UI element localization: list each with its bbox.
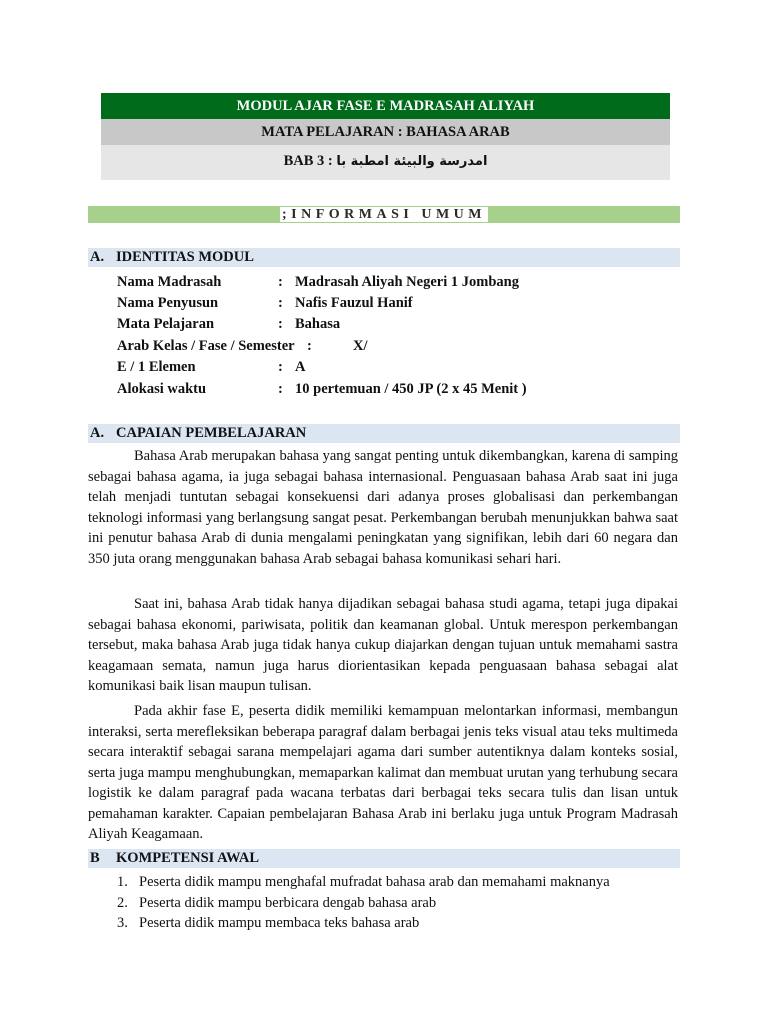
- identity-label: Arab Kelas / Fase / Semester: [117, 338, 295, 354]
- identity-colon: :: [278, 274, 283, 290]
- section-title: KOMPETENSI AWAL: [116, 850, 260, 866]
- subject-bar: [101, 119, 670, 145]
- capaian-body: [88, 446, 678, 569]
- section-capaian-header: [88, 424, 680, 443]
- module-title-bar: [101, 93, 670, 119]
- identity-row: [117, 357, 677, 378]
- capaian-body: [88, 594, 678, 697]
- identity-label: Mata Pelajaran: [117, 316, 215, 332]
- identity-label: E / 1 Elemen: [117, 359, 196, 375]
- list-text: Peserta didik mampu menghafal mufradat bahasa arab dan memahami maknanya: [139, 874, 610, 890]
- identity-row: [117, 293, 677, 314]
- module-title: MODUL AJAR FASE E MADRASAH ALIYAH: [236, 98, 535, 114]
- capaian-body: [88, 701, 678, 845]
- identity-colon: :: [278, 295, 283, 311]
- section-letter: A.: [90, 425, 105, 441]
- identity-value: Madrasah Aliyah Negeri 1 Jombang: [295, 274, 519, 290]
- subject-title: MATA PELAJARAN : BAHASA ARAB: [261, 124, 510, 140]
- info-banner-text: ;INFORMASI UMUM: [282, 207, 486, 222]
- paragraph: Pada akhir fase E, peserta didik memiliki kemampuan melontarkan informasi, membangun interaksi, serta merefleksikan beberapa paragraf dalam berbagai jenis teks visual atau teks multimeda secara interaktif sebagai sarana mempelajari agama dari sumber autentiknya dalam konteks sosial, serta juga mampu menghubungkan, memaparkan kalimat dan membuat urutan yang terhubung secara logistik ke dalam paragraf pada wacana terbatas dari berbagai teks secara tulis dan lisan untuk pemahaman karakter. Capaian pembelajaran Bahasa Arab ini berlaku juga untuk Program Madrasah Aliyah Keagamaan.: [88, 703, 678, 842]
- list-item: [117, 913, 610, 934]
- identity-row: [117, 336, 677, 357]
- identity-value: X/: [353, 338, 368, 354]
- info-banner: [88, 206, 680, 223]
- section-title: CAPAIAN PEMBELAJARAN: [116, 425, 307, 441]
- identity-row: [117, 379, 677, 400]
- identity-value: A: [295, 359, 306, 375]
- paragraph: Bahasa Arab merupakan bahasa yang sangat penting untuk dikembangkan, karena di samping sebagai bahasa agama, ia juga sebagai bahasa internasional. Penguasaan bahasa Arab saat ini juga telah menjadi tuntutan sebagai konsekuensi dari adanya proses globalisasi dan perkembangan teknologi informasi yang berlangsung sangat pesat. Perkembangan berubah menunjukkan bahwa saat ini penutur bahasa Arab di dunia mengalami peningkatan yang signifikan, lebih dari 60 negara dan 350 juta orang menggunakan bahasa Arab sebagai bahasa komunikasi sehari hari.: [88, 448, 678, 567]
- identity-label: Alokasi waktu: [117, 381, 207, 397]
- identity-colon: :: [307, 338, 312, 354]
- section-letter: B: [90, 850, 100, 866]
- list-number: 2.: [117, 894, 128, 911]
- list-number: 3.: [117, 915, 128, 931]
- list-item: [117, 872, 610, 893]
- identity-colon: :: [278, 316, 283, 332]
- identity-value: Bahasa: [295, 316, 341, 332]
- list-item: [117, 893, 610, 914]
- section-letter: A.: [90, 249, 105, 265]
- kompetensi-list: [117, 872, 610, 934]
- section-kompetensi-header: [88, 849, 680, 868]
- chapter-title-arabic: امدرسة والبيئة امطبة با: [336, 154, 488, 169]
- identity-value: 10 pertemuan / 450 JP (2 x 45 Menit ): [295, 381, 527, 397]
- list-number: 1.: [117, 874, 128, 890]
- identity-value: Nafis Fauzul Hanif: [295, 295, 413, 311]
- list-text: Peserta didik mampu berbicara dengab bahasa arab: [139, 894, 437, 911]
- identity-label: Nama Madrasah: [117, 274, 222, 290]
- identity-row: [117, 272, 677, 293]
- chapter-label: BAB 3 :: [283, 153, 333, 169]
- identity-colon: :: [278, 381, 283, 397]
- identity-label: Nama Penyusun: [117, 295, 219, 311]
- identity-colon: :: [278, 359, 283, 375]
- identity-row: [117, 314, 677, 335]
- section-title: IDENTITAS MODUL: [116, 249, 254, 265]
- section-identitas-header: [88, 248, 680, 267]
- paragraph: Saat ini, bahasa Arab tidak hanya dijadikan sebagai bahasa studi agama, tetapi juga dipakai sebagai bahasa ekonomi, pariwisata, politik dan keamanan global. Untuk merespon perkembangan tersebut, maka bahasa Arab juga tidak hanya cukup diajarkan dengan tujuan untuk memahami sastra keagamaan semata, namun juga harus diorientasikan kepada penguasaan bahasa sebagai alat komunikasi baik lisan maupun tulisan.: [88, 596, 678, 694]
- chapter-bar: [101, 145, 670, 180]
- list-text: Peserta didik mampu membaca teks bahasa arab: [139, 915, 420, 931]
